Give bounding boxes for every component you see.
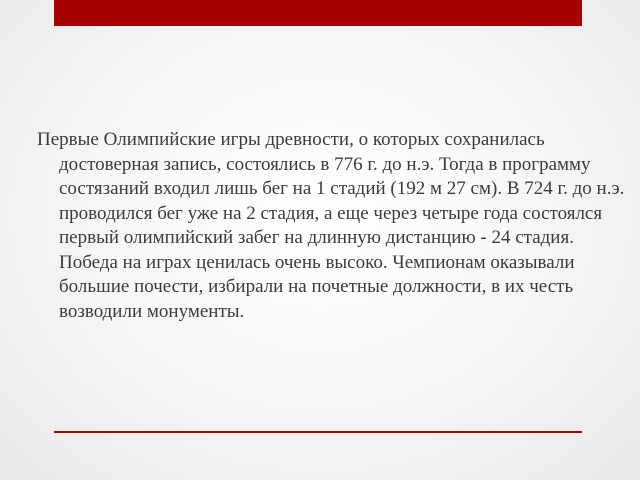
body-paragraph: Первые Олимпийские игры древности, о которых сохранилась достоверная запись, состоялись в 776 г. до н.э. Тогда в программу состязаний входил лишь бег на 1 стадий (192 м 27 см). В 724 г. до н.э. проводился бег уже на 2 стадия, а еще через четыре года состоялся первый олимпийский забег на длинную дистанцию - 24 стадия. Победа на играх ценилась очень высоко. Чемпионам оказывали большие почести, избирали на почетные должности, в их честь возводили монументы. — [37, 129, 625, 322]
top-accent-bar — [54, 0, 582, 26]
bottom-accent-line — [54, 431, 582, 433]
